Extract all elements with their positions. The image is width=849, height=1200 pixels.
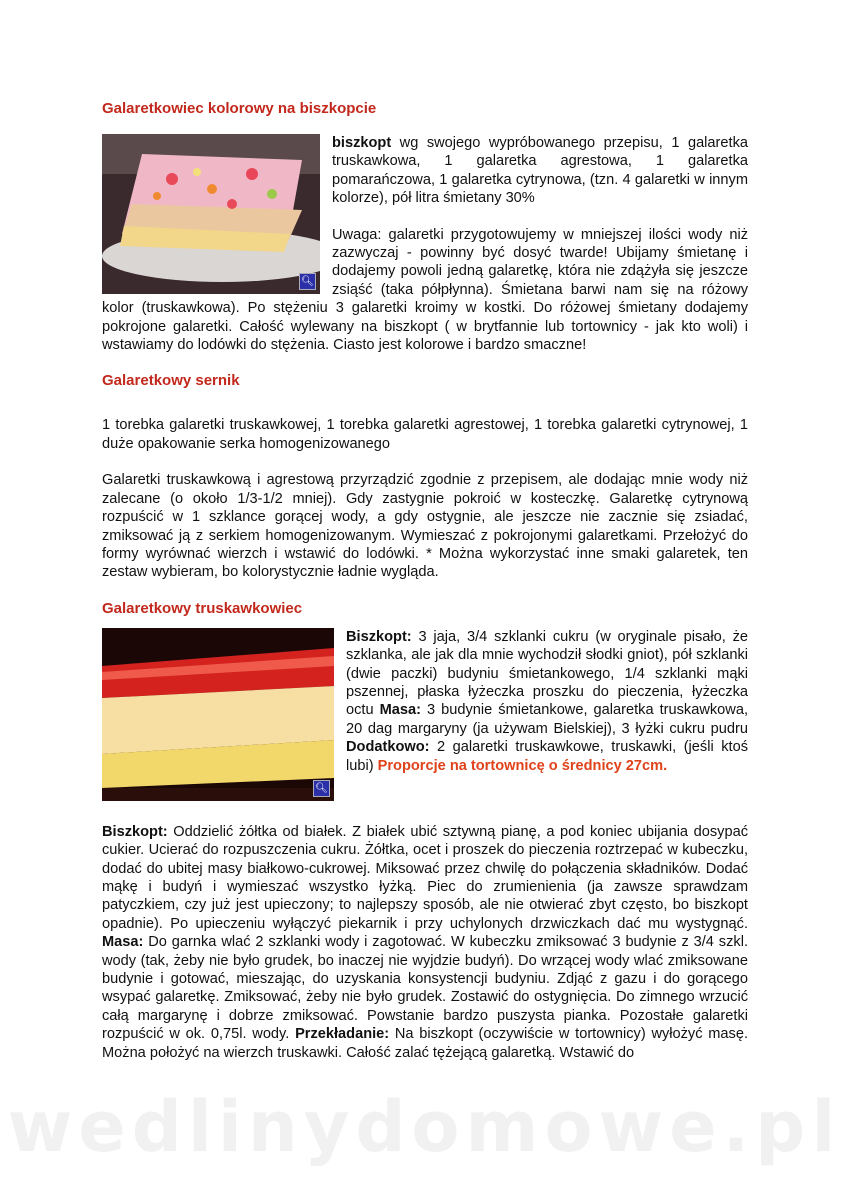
magnifier-icon[interactable]: 🔍︎ <box>299 273 316 290</box>
cake-photo-1 <box>102 134 320 294</box>
instructions-2: Galaretki truskawkową i agrestową przyrządzić zgodnie z przepisem, ale dodając mnie wody niż zalecane (o około 1/3-1/2 mniej). Gdy zastygnie pokroić w kosteczkę. Galaretkę cytrynową rozpuścić w 1 szklance gorącej wody, a gdy ostygnie, ale jeszcze nie zacznie się zsiadać, zmiksować ją z serkiem homogenizowanym. Wymieszać z pokrojonymi galaretkami. Przełożyć do formy wyrównać wierzch i wstawić do lodówki. * Można wykorzystać inne smaki galaretek, ten zestaw wybieram, bo kolorystycznie ładnie wygląda. <box>102 472 748 581</box>
recipe-title-3: Galaretkowy truskawkowiec <box>102 599 303 617</box>
ingredients-3: Biszkopt: 3 jaja, 3/4 szklanki cukru (w oryginale pisało, że szklanka, ale jak dla mnie wychodził słodki gniot), pół szklanki (dwie paczki) budyniu śmietankowego, 1/4 szklanki mąki pszennej, płaska łyżeczka proszku do pieczenia, łyżeczka octu Masa: 3 budynie śmietankowe, galaretka truskawkowa, 20 dag margaryny (ja używam Bielskiej), 3 łyżki cukru pudru Dodatkowo: 2 galaretki truskawkowe, truskawki, (jeśli ktoś lubi) Proporcje na tortownicę o średnicy 27cm. <box>346 628 748 774</box>
recipe-title-1: Galaretkowiec kolorowy na biszkopcie <box>102 100 377 117</box>
document-body <box>102 100 748 1062</box>
ingredients-2: 1 torebka galaretki truskawkowej, 1 torebka galaretki agrestowej, 1 torebka galaretki cytrynowej, 1 duże opakowanie serka homogenizowanego <box>102 417 748 452</box>
magnifier-icon[interactable]: 🔍︎ <box>313 780 330 797</box>
cake-photo-2 <box>102 628 334 801</box>
watermark: wedlinydomowe.pl <box>7 1086 842 1168</box>
instructions-1: Uwaga: galaretki przygotowujemy w mniejszej ilości wody niż zazwyczaj - powinny być dosyć twarde! Ubijamy śmietanę i dodajemy powoli jedną galaretkę, która nie zdążyła się jeszcze zsiąść (taka półpłynna). Śmietana barwi nam się na różowy kolor (truskawkowa). Po stężeniu 3 galaretki kroimy w kostki. Do różowej śmietany dodajemy pokrojone galaretki. Całość wylewany na biszkopt ( w brytfannie lub tortownicy - jak kto woli) i wstawiamy do lodówki do stężenia. Ciasto jest kolorowe i bardzo smaczne! <box>102 226 748 354</box>
instructions-3: Biszkopt: Oddzielić żółtka od białek. Z białek ubić sztywną pianę, a pod koniec ubijania dosypać cukier. Ucierać do rozpuszczenia cukru. Żółtka, ocet i proszek do pieczenia roztrzepać w kubeczku, dodać do ubitej masy białkowo-cukrowej. Miksować przez chwilę do połączenia składników. Dodać mąkę i budyń i wymieszać wszystko łyżką. Piec do zrumienienia (ja zawsze sprawdzam patyczkiem, czy już jest upieczony; to najlepszy sposób, ale nie otwierać zbyt często, bo biszkopt opadnie). Po upieczeniu wyłączyć piekarnik i przy uchylonych drzwiczkach dać mu wystygnąć. Masa: Do garnka wlać 2 szklanki wody i zagotować. W kubeczku zmiksować 3 budynie z 3/4 szkl. wody (tak, żeby nie było grudek, bo inaczej nie wyjdzie budyń). Do wrzącej wody wlać zmiksowane budynie i gotować, mieszając, do uzyskania konsystencji budyniu. Zdjąć z gazu i do gorącego wsypać galaretkę. Zmiksować, żeby nie było grudek. Zostawić do ostygnięcia. Do zimnego wrzucić całą margarynę i dobrze zmiksować. Powstanie bardzo puszysta pianka. Pozostałe galaretki rozpuścić w ok. 0,75l. wody. Przekładanie: Na biszkopt (oczywiście w tortownicy) wyłożyć masę. Można położyć na wierzch truskawki. Całość zalać tężejącą galaretką. Wstawić do <box>102 823 748 1061</box>
ingredients-1: biszkopt wg swojego wypróbowanego przepisu, 1 galaretka truskawkowa, 1 galaretka agrestowa, 1 galaretka pomarańczowa, 1 galaretka cytrynowa, (tzn. 4 galaretki w innym kolorze), pół litra śmietany 30% <box>332 135 748 207</box>
recipe-title-2: Galaretkowy sernik <box>102 372 240 390</box>
